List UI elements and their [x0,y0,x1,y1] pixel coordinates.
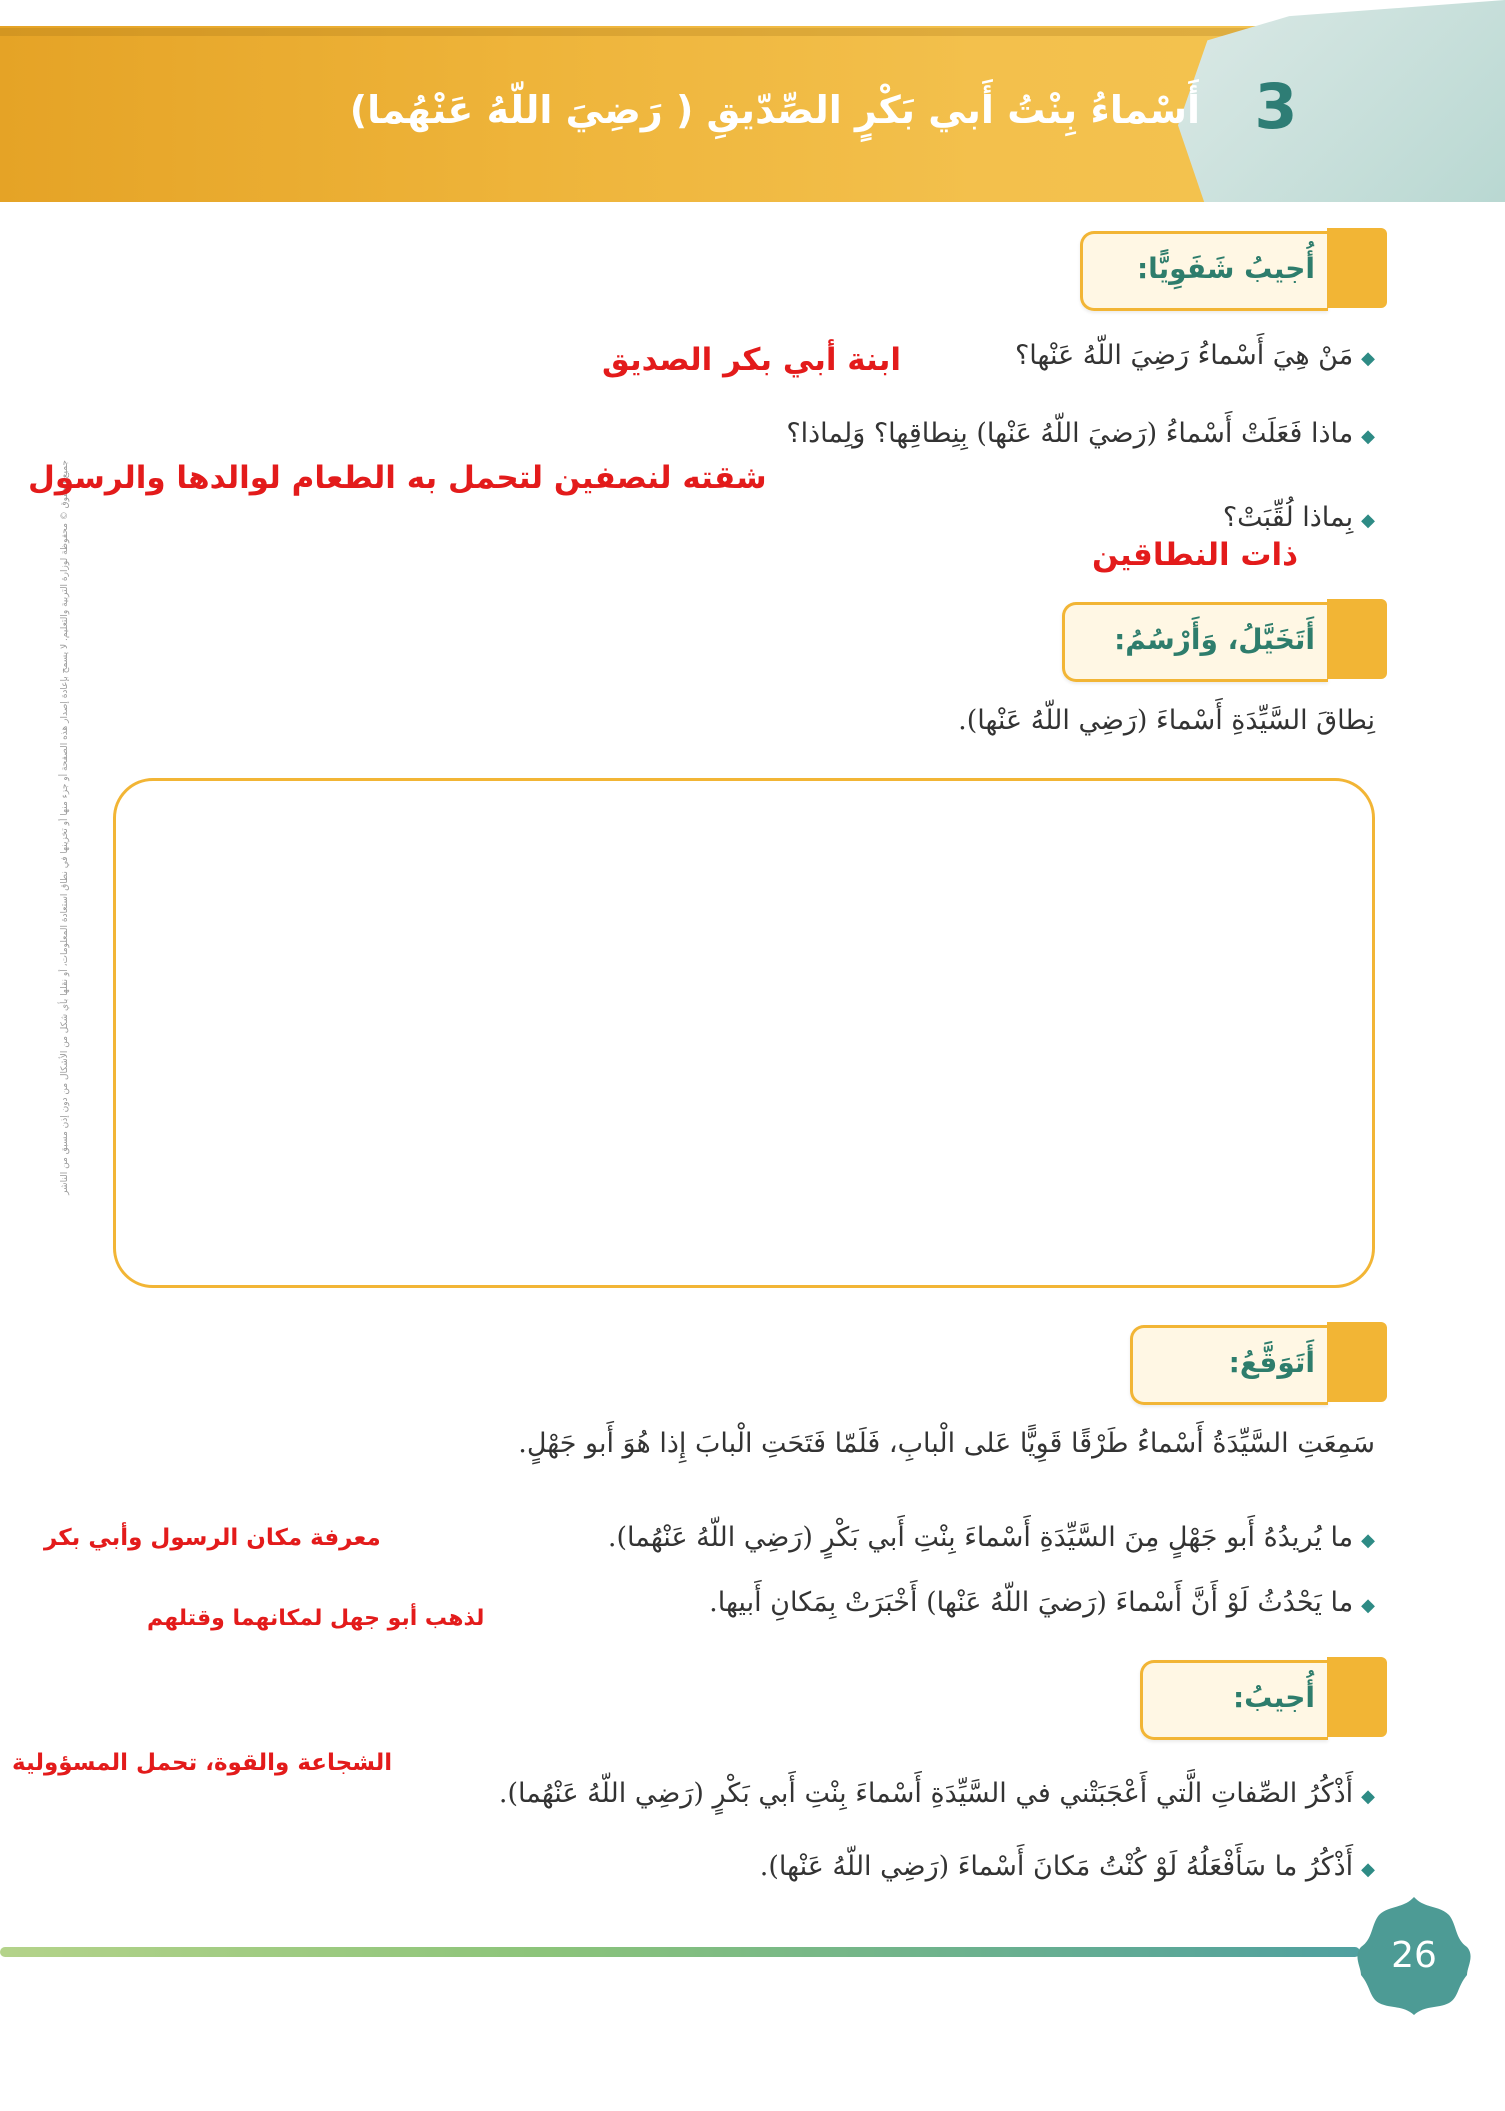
question-text: أَذْكُرُ الصِّفاتِ الَّتي أَعْجَبَتْني في السَّيِّدَةِ أَسْماءَ بِنْتِ أَبي بَكْرٍ (رَضِي اللّهُ عَنْهُما). [498,1778,1354,1809]
lesson-title: أَسْماءُ بِنْتُ أَبي بَكْرٍ الصِّدّيقِ ( رَضِيَ اللّهُ عَنْهُما) [349,88,1200,132]
section-label-predict: أَتَوَقَّعُ: [1228,1346,1315,1379]
drawing-area[interactable] [113,778,1375,1288]
question-text: بِماذا لُقِّبَتْ؟ [1222,502,1354,533]
bullet-icon: ◆ [1361,1786,1375,1807]
footer-divider [0,1947,1360,1957]
page-number: 26 [1391,1935,1437,1976]
lesson-number: 3 [1254,70,1298,143]
bullet-icon: ◆ [1361,510,1375,531]
answer-question-2 [760,1851,1375,1882]
oral-answer-3: ذات النطاقين [1092,537,1299,573]
bullet-icon: ◆ [1361,1530,1375,1551]
imagine-instruction: نِطاقَ السَّيِّدَةِ أَسْماءَ (رَضِي اللّهُ عَنْها). [958,705,1375,736]
oral-question-1 [1015,340,1375,371]
tab-accent [1327,599,1387,679]
tab-accent [1327,228,1387,308]
question-text: ما يُريدُهُ أَبو جَهْلٍ مِنَ السَّيِّدَةِ أَسْماءَ بِنْتِ أَبي بَكْرٍ (رَضِي اللّهُ عَنْهُما). [607,1522,1354,1553]
question-text: مَنْ هِيَ أَسْماءُ رَضِيَ اللّهُ عَنْها؟ [1014,340,1354,371]
predict-answer-1: معرفة مكان الرسول وأبي بكر [44,1525,381,1551]
section-label-imagine: أَتَخَيَّلُ، وَأَرْسُمُ: [1114,623,1315,656]
bullet-icon: ◆ [1361,348,1375,369]
copyright-side-note: جميع الحقوق © محفوظة لوزارة التربية والتعليم. لا يسمح بإعادة إصدار هذه الصفحة أو جزء منها أو تخزينها في نطاق استعادة المعلومات، أو نقلها بأي شكل من الأشكال من دون إذن مسبق من الناشر [60,460,70,1195]
bullet-icon: ◆ [1361,1859,1375,1880]
oral-answer-1: ابنة أبي بكر الصديق [602,342,901,378]
section-label-answer: أُجيبُ: [1232,1681,1315,1714]
answer-1: الشجاعة والقوة، تحمل المسؤولية [12,1750,393,1776]
predict-question-1 [608,1522,1375,1553]
question-text: ماذا فَعَلَتْ أَسْماءُ (رَضيَ اللّهُ عَنْها) بِنِطاقِها؟ وَلِماذا؟ [786,418,1354,449]
oral-question-2 [786,418,1375,449]
predict-question-2 [709,1587,1375,1618]
oral-question-3 [1223,502,1375,533]
bullet-icon: ◆ [1361,426,1375,447]
bullet-icon: ◆ [1361,1595,1375,1616]
oral-answer-2: شقته لنصفين لتحمل به الطعام لوالدها والرسول [28,460,767,496]
question-text: أَذْكُرُ ما سَأَفْعَلُهُ لَوْ كُنْتُ مَكانَ أَسْماءَ (رَضِي اللّهُ عَنْها). [759,1851,1354,1882]
predict-passage: سَمِعَتِ السَّيِّدَةُ أَسْماءُ طَرْقًا قَوِيًّا عَلى الْبابِ، فَلَمّا فَتَحَتِ الْبابَ إِذا هُوَ أَبو جَهْلٍ. [518,1428,1375,1459]
answer-question-1 [499,1778,1375,1809]
predict-answer-2: لذهب أبو جهل لمكانهما وقتلهم [147,1606,485,1631]
section-label-oral: أُجيبُ شَفَوِيًّا: [1136,252,1315,285]
tab-accent [1327,1657,1387,1737]
question-text: ما يَحْدُثُ لَوْ أَنَّ أَسْماءَ (رَضيَ اللّهُ عَنْها) أَخْبَرَتْ بِمَكانِ أَبيها. [709,1587,1354,1618]
tab-accent [1327,1322,1387,1402]
